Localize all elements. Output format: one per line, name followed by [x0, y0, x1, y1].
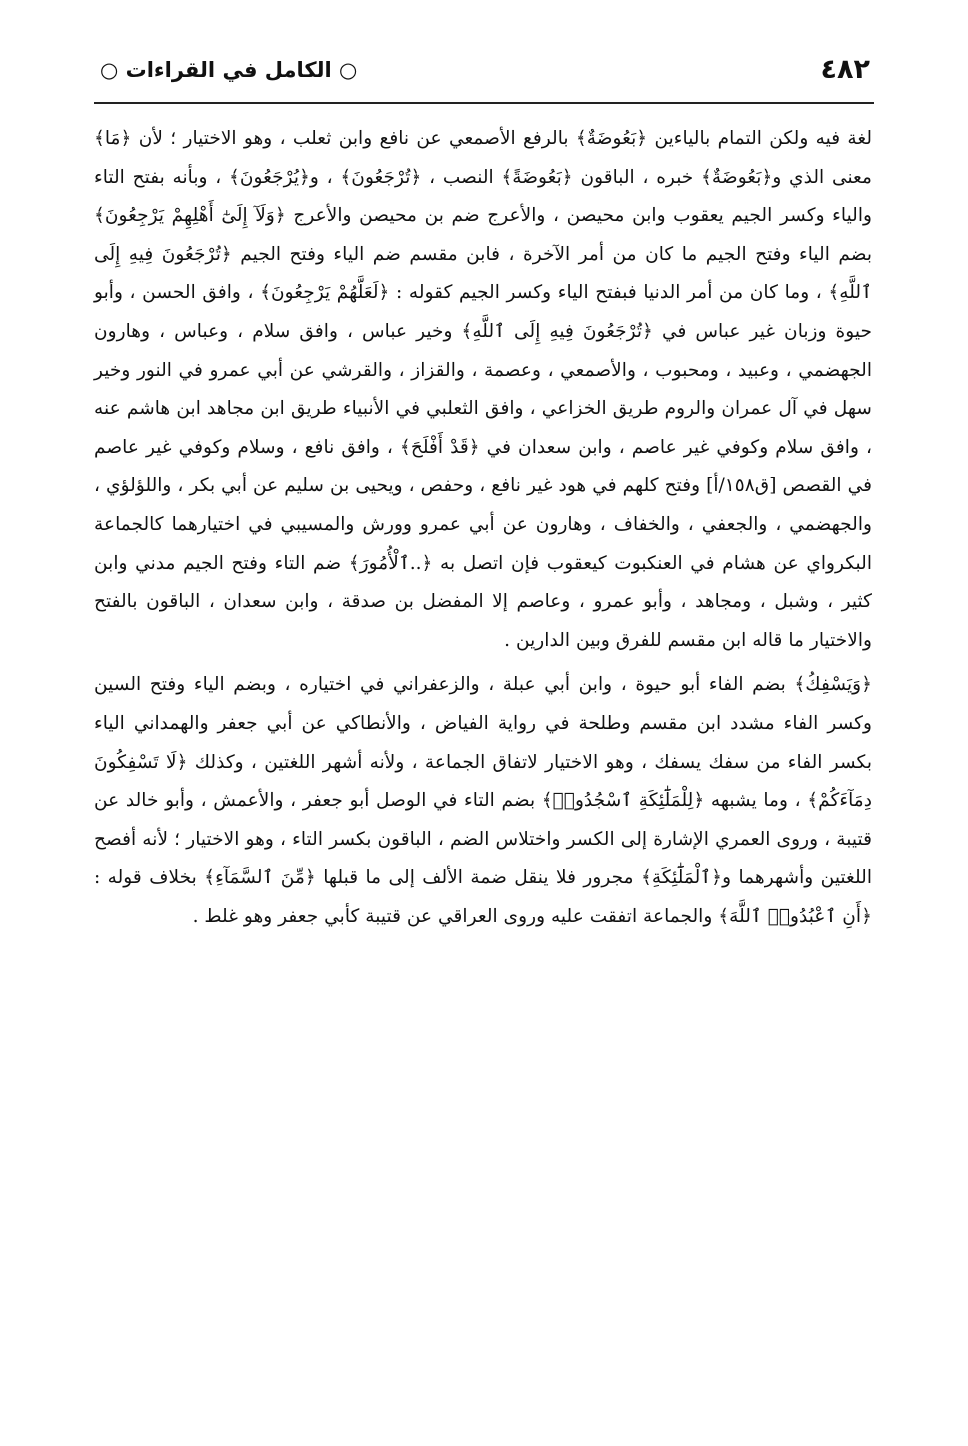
- page-number: ٤٨٢: [820, 54, 870, 85]
- book-title: ○ الكامل في القراءات ○: [100, 58, 358, 82]
- paragraph: لغة فيه ولكن التمام بالياءين ﴿بَعُوضَةٌ﴾ بالرفع الأصمعي عن نافع وابن ثعلب ، وهو الاختيار ؛ لأن ﴿مَا﴾ معنى الذي و﴿بَعُوضَةٌ﴾ خبره ، الباقون ﴿بَعُوضَةً﴾ النصب ، ﴿تُرْجَعُونَ﴾ ، و﴿يُرْجَعُونَ﴾ ، وبأنه بفتح التاء والياء وكسر الجيم يعقوب وابن محيصن ، والأعرج ضم بن محيصن والأعرج ﴿وَلَآ إِلَىٰٓ أَهْلِهِمْ يَرْجِعُونَ﴾ بضم الياء وفتح الجيم ما كان من أمر الآخرة ، فابن مقسم ضم الياء وفتح الجيم ﴿تُرْجَعُونَ فِيهِ إِلَى ٱللَّهِ﴾ ، وما كان من أمر الدنيا فبفتح الياء وكسر الجيم كقوله : ﴿لَعَلَّهُمْ يَرْجِعُونَ﴾ ، وافق الحسن ، وأبو حيوة وزبان غير عباس في ﴿تُرْجَعُونَ فِيهِ إِلَى ٱللَّهِ﴾ وخير عباس ، وافق سلام ، وعباس ، وهارون الجهضمي ، وعبيد ، ومحبوب ، والأصمعي ، وعصمة ، والقزاز ، والقرشي عن أبي عمرو في النور وخير سهل في آل عمران والروم طريق الخزاعي ، وافق الثعلبي في الأنبياء طريق ابن مجاهد ابن هاشم عنه ، وافق سلام وكوفي غير عاصم ، وابن سعدان في ﴿قَدْ أَفْلَحَ﴾ ، وافق نافع ، وسلام وكوفي غير عاصم في القصص [ق١٥٨/أ] وفتح كلهم في هود غير نافع ، وحفص ، ويحيى بن سليم عن أبي بكر ، واللؤلؤي ، والجهضمي ، والجعفي ، والخفاف ، وهارون عن أبي عمرو وورش والمسيبي في اختيارهما كالجماعة البكرواي عن هشام في العنكبوت كيعقوب فإن اتصل به ﴿..ٱلْأُمُورَ﴾ ضم التاء وفتح الجيم مدني وابن كثير ، وشبل ، ومجاهد ، وأبو عمرو ، وعاصم إلا المفضل بن صدقة ، وابن سعدان ، الباقون بالفتح والاختيار ما قاله ابن مقسم للفرق وبين الدارين .: [94, 128, 872, 651]
- paragraph: ﴿وَيَسْفِكُ﴾ بضم الفاء أبو حيوة ، وابن أبي عبلة ، والزعفراني في اختياره ، وبضم الياء وفتح السين وكسر الفاء مشدد ابن مقسم وطلحة في رواية الفياض ، والأنطاكي عن أبي جعفر والهمداني الياء بكسر الفاء من سفك يسفك ، وهو الاختيار لاتفاق الجماعة ، ولأنه أشهر اللغتين ، وكذلك ﴿لَا تَسْفِكُونَ دِمَآءَكُمْ﴾ ، وما يشبهه ﴿لِلْمَلَٰٓئِكَةِ ٱسْجُدُوا۟﴾ بضم التاء في الوصل أبو جعفر ، والأعمش ، وأبو خالد عن قتيبة ، وروى العمري الإشارة إلى الكسر واختلاس الضم ، الباقون بكسر التاء ، وهو الاختيار ؛ لأنه أفصح اللغتين وأشهرهما و﴿ٱلْمَلَٰٓئِكَةِ﴾ مجرور فلا ينقل ضمة الألف إلى ما قبلها ﴿مِّنَ ٱلسَّمَآءِ﴾ بخلاف قوله : ﴿أَنِ ٱعْبُدُوا۟ ٱللَّهَ﴾ والجماعة اتفقت عليه وروى العراقي عن قتيبة كأبي جعفر وهو غلط .: [94, 674, 873, 927]
- page-body: [94, 120, 872, 936]
- page-header: [94, 52, 874, 96]
- header-divider: [94, 102, 874, 104]
